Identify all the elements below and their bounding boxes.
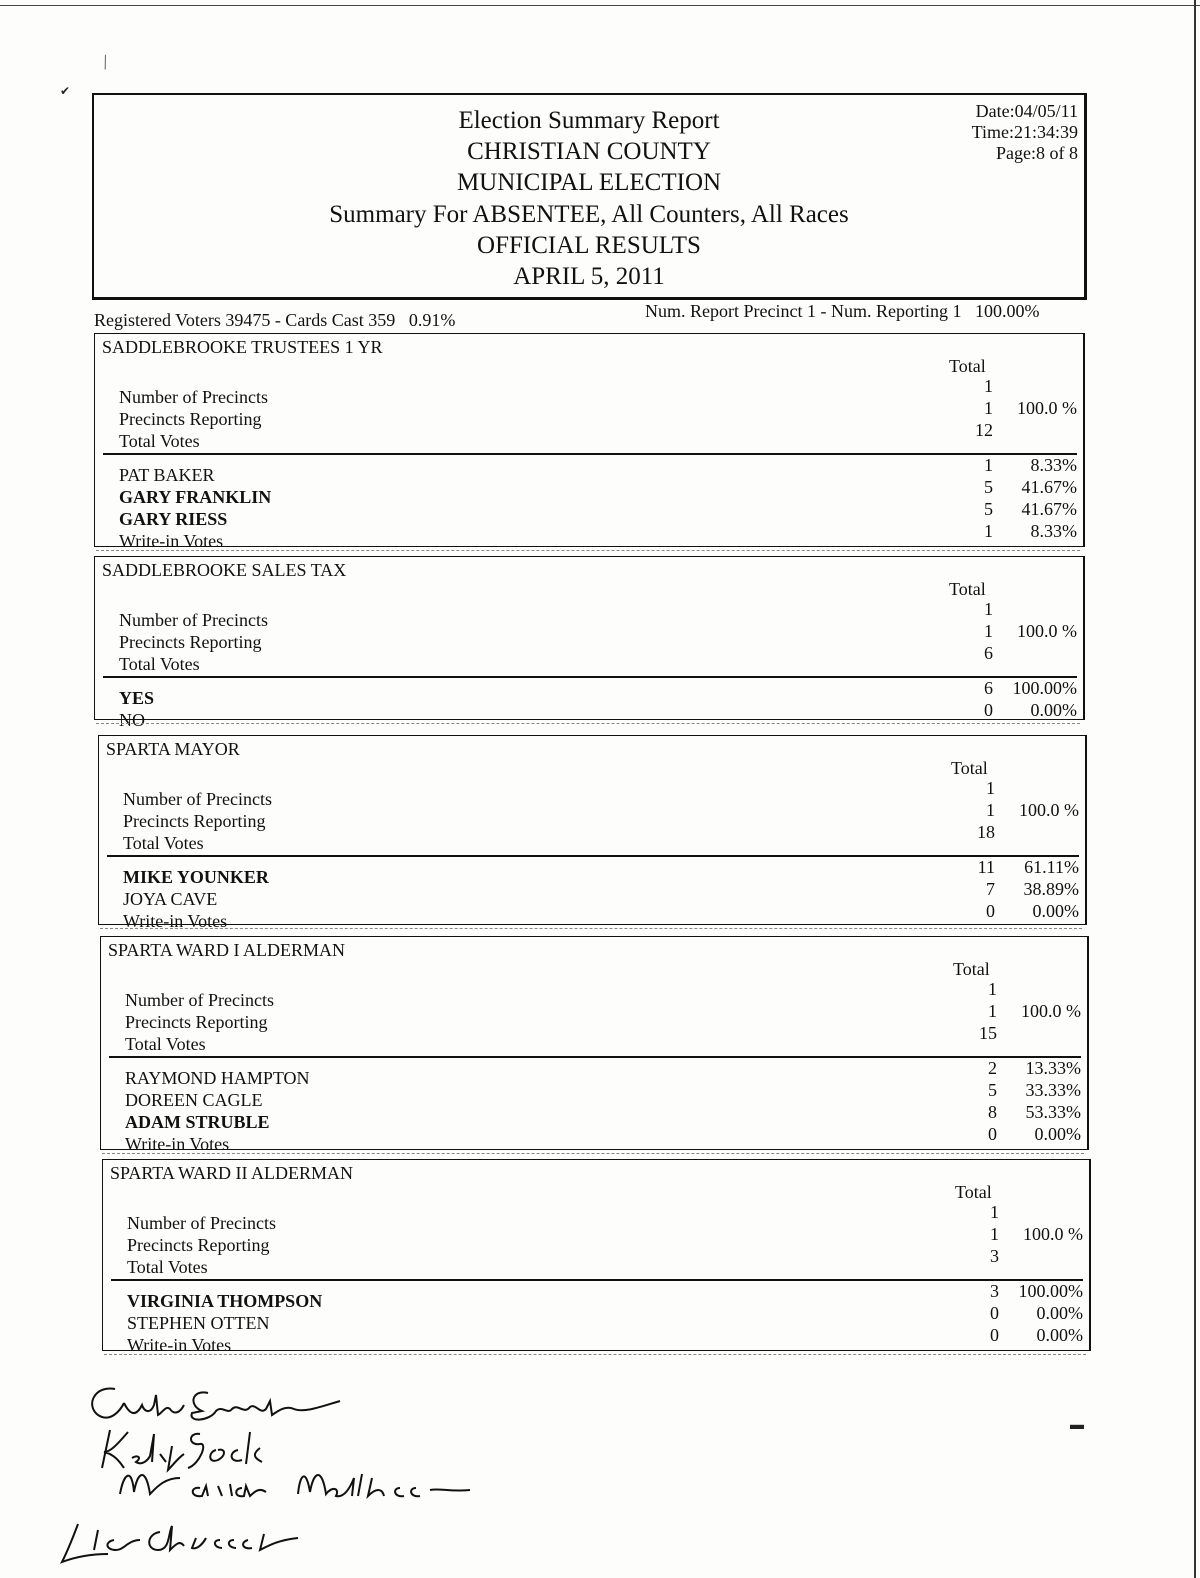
stat-value-row — [127, 1246, 1083, 1267]
candidate-result-row-percent: 41.67% — [1021, 477, 1077, 498]
candidate-result-row-percent: 53.33% — [1025, 1102, 1081, 1122]
stat-value-row — [123, 822, 1079, 843]
stat-value-row — [125, 1023, 1081, 1044]
candidate-result-row-percent: 0.00% — [1034, 1123, 1081, 1144]
stat-value-row-value: 1 — [990, 1223, 999, 1244]
stat-row-label: Precincts Reporting — [119, 631, 262, 652]
cards-cast-pct: 0.91% — [408, 310, 456, 330]
candidate-result-row — [125, 1102, 1081, 1123]
candidate-result-row-value: 11 — [977, 857, 995, 878]
stat-value-row-value: 1 — [986, 799, 995, 820]
stat-value-row-value: 1 — [984, 397, 993, 418]
total-column-header: Total — [953, 959, 990, 979]
stat-row-label: Number of Precincts — [119, 610, 268, 630]
candidate-result-row — [123, 901, 1079, 922]
stat-row-label: Number of Precincts — [125, 990, 274, 1010]
candidate-result-row-percent: 100.00% — [1012, 678, 1077, 699]
stat-value-row-value: 1 — [986, 778, 995, 798]
stat-value-row-percent: 100.0 % — [1017, 397, 1077, 418]
report-meta — [972, 101, 1078, 164]
signature-4 — [58, 1510, 318, 1570]
summary-scope: Summary For ABSENTEE, All Counters, All Races — [329, 200, 849, 228]
candidate-result-row-value: 5 — [988, 1080, 997, 1101]
stat-value-row-percent: 100.0 % — [1023, 1223, 1083, 1244]
section-dash-line — [104, 1354, 1086, 1355]
candidate-row-label: Write-in Votes — [119, 530, 224, 551]
stat-row-label: Total Votes — [125, 1033, 206, 1054]
stat-value-row — [119, 376, 1077, 397]
candidate-result-row-percent: 8.33% — [1030, 455, 1077, 476]
election-name: MUNICIPAL ELECTION — [456, 169, 722, 197]
race-title: SPARTA WARD II ALDERMAN — [110, 1163, 354, 1183]
stat-value-row-percent: 100.0 % — [1021, 1000, 1081, 1021]
registered-voters-line — [94, 310, 455, 331]
section-dash-line — [96, 723, 1080, 724]
candidate-result-row-value: 0 — [988, 1123, 997, 1144]
results-status: OFFICIAL RESULTS — [477, 231, 701, 259]
stat-row-label: Total Votes — [119, 653, 200, 674]
candidate-result-row-percent: 61.11% — [1024, 857, 1079, 878]
stat-row-label: Precincts Reporting — [127, 1234, 270, 1255]
page-right-edge — [1194, 0, 1196, 1578]
stat-value-row-value: 1 — [984, 599, 993, 619]
candidate-row-label: JOYA CAVE — [123, 889, 218, 910]
race-section — [94, 333, 1085, 551]
candidate-result-row-value: 8 — [988, 1102, 997, 1122]
stat-row-label: Number of Precincts — [123, 789, 272, 809]
stat-value-row-value: 1 — [990, 1202, 999, 1222]
candidate-result-row-percent: 0.00% — [1036, 1303, 1083, 1324]
section-dash-line — [96, 550, 1080, 551]
candidate-result-row — [127, 1303, 1083, 1324]
stat-value-row-value: 18 — [977, 821, 995, 842]
candidate-row-label: Write-in Votes — [123, 911, 228, 931]
candidate-result-row-percent: 33.33% — [1025, 1080, 1081, 1101]
total-column-header: Total — [951, 758, 988, 778]
report-header — [92, 93, 1087, 300]
stat-value-row-value: 1 — [984, 620, 993, 641]
total-column-header: Total — [949, 356, 986, 376]
signature-3 — [110, 1458, 490, 1508]
candidate-result-row-value: 2 — [988, 1058, 997, 1079]
candidate-result-row — [125, 1058, 1081, 1079]
candidate-result-row-value: 0 — [990, 1325, 999, 1345]
scan-mark: ✔ — [60, 84, 71, 98]
candidate-result-row-value: 0 — [984, 700, 993, 721]
stat-row-label: Precincts Reporting — [125, 1011, 268, 1032]
candidate-result-row-percent: 100.00% — [1018, 1281, 1083, 1302]
stat-row-label: Number of Precincts — [127, 1213, 276, 1233]
stat-value-row — [125, 979, 1081, 1000]
stat-value-row-value: 6 — [984, 642, 993, 663]
candidate-result-row — [119, 700, 1077, 721]
candidate-result-row — [127, 1325, 1083, 1346]
stat-row-label: Number of Precincts — [119, 387, 268, 407]
candidate-result-row-percent: 0.00% — [1036, 1325, 1083, 1345]
candidate-result-row — [119, 499, 1077, 520]
candidate-result-row — [125, 1124, 1081, 1145]
precinct-reporting-line — [645, 301, 1039, 322]
candidate-row-label: GARY FRANKLIN — [119, 487, 272, 508]
stat-value-row-value: 15 — [979, 1022, 997, 1043]
candidate-result-row-value: 6 — [984, 678, 993, 699]
stat-value-row-percent: 100.0 % — [1017, 620, 1077, 641]
candidate-row-label: STEPHEN OTTEN — [127, 1313, 270, 1334]
stat-value-row — [119, 398, 1077, 419]
county-name: CHRISTIAN COUNTY — [467, 138, 711, 166]
candidate-result-row-percent: 0.00% — [1032, 901, 1079, 921]
candidate-result-row — [119, 477, 1077, 498]
section-dash-line — [100, 928, 1082, 929]
race-section — [94, 556, 1085, 731]
report-time: Time:21:34:39 — [971, 122, 1078, 142]
stat-value-row-percent: 100.0 % — [1019, 799, 1079, 820]
candidate-result-row-value: 5 — [984, 477, 993, 498]
candidate-row-label: Write-in Votes — [125, 1133, 230, 1154]
race-section — [98, 735, 1087, 931]
total-column-header: Total — [955, 1182, 992, 1202]
stat-value-row — [127, 1224, 1083, 1245]
race-section — [100, 936, 1089, 1154]
stat-value-row — [119, 420, 1077, 441]
report-title: Election Summary Report — [458, 107, 720, 134]
total-column-header: Total — [949, 579, 986, 599]
candidate-result-row-percent: 41.67% — [1021, 499, 1077, 519]
candidate-result-row — [119, 521, 1077, 542]
candidate-row-label: NO — [119, 710, 145, 731]
precinct-reporting-pct: 100.00% — [974, 301, 1040, 321]
election-date: APRIL 5, 2011 — [513, 263, 665, 291]
candidate-result-row-percent: 13.33% — [1025, 1058, 1081, 1079]
report-title-block — [94, 105, 1084, 292]
race-title: SPARTA MAYOR — [106, 739, 240, 759]
stat-value-row — [123, 800, 1079, 821]
report-date: Date:04/05/11 — [975, 101, 1078, 121]
candidate-result-row — [125, 1080, 1081, 1101]
candidate-row-label: VIRGINIA THOMPSON — [127, 1291, 323, 1312]
section-dash-line — [102, 1153, 1084, 1154]
race-section — [102, 1159, 1091, 1355]
candidate-row-label: RAYMOND HAMPTON — [125, 1068, 310, 1089]
candidate-result-row — [119, 455, 1077, 476]
scan-mark: ⁄ — [98, 53, 113, 72]
stat-row-label: Precincts Reporting — [119, 408, 262, 429]
stat-row-label: Total Votes — [127, 1256, 208, 1277]
candidate-row-label: PAT BAKER — [119, 465, 215, 486]
stat-value-row-value: 1 — [988, 979, 997, 999]
stat-value-row-value: 1 — [984, 376, 993, 396]
stat-row-label: Total Votes — [119, 430, 200, 451]
precinct-reporting-text: Num. Report Precinct 1 - Num. Reporting 1 — [645, 301, 962, 321]
candidate-result-row-value: 1 — [984, 520, 993, 541]
stat-value-row-value: 3 — [990, 1245, 999, 1266]
candidate-result-row-value: 5 — [984, 499, 993, 519]
registered-voters-text: Registered Voters 39475 - Cards Cast 359 — [94, 310, 396, 330]
race-title: SPARTA WARD I ALDERMAN — [108, 940, 346, 960]
candidate-result-row-percent: 8.33% — [1030, 520, 1077, 541]
candidate-result-row-value: 3 — [990, 1281, 999, 1302]
candidate-result-row-value: 0 — [986, 901, 995, 921]
stat-value-row — [123, 778, 1079, 799]
stat-row-label: Total Votes — [123, 832, 204, 853]
scan-mark: ▬ — [1070, 1418, 1084, 1433]
candidate-row-label: MIKE YOUNKER — [123, 867, 269, 888]
stat-value-row — [125, 1001, 1081, 1022]
candidate-row-label: ADAM STRUBLE — [125, 1112, 270, 1132]
stat-value-row-value: 1 — [988, 1000, 997, 1021]
stat-value-row — [119, 643, 1077, 664]
candidate-result-row-value: 1 — [984, 455, 993, 476]
report-page: Page:8 of 8 — [996, 143, 1078, 163]
stat-row-label: Precincts Reporting — [123, 810, 266, 831]
candidate-result-row — [123, 879, 1079, 900]
candidate-result-row-percent: 0.00% — [1030, 700, 1077, 721]
candidate-result-row-value: 7 — [986, 879, 995, 900]
stat-value-row-value: 12 — [975, 419, 993, 440]
candidate-result-row-percent: 38.89% — [1023, 879, 1079, 900]
candidate-row-label: YES — [119, 688, 155, 709]
race-title: SADDLEBROOKE TRUSTEES 1 YR — [102, 337, 383, 357]
stat-value-row — [119, 599, 1077, 620]
candidate-row-label: Write-in Votes — [127, 1335, 232, 1355]
candidate-result-row — [127, 1281, 1083, 1302]
stat-value-row — [119, 621, 1077, 642]
page-top-edge — [0, 5, 1200, 6]
candidate-result-row-value: 0 — [990, 1303, 999, 1324]
race-title: SADDLEBROOKE SALES TAX — [102, 560, 347, 580]
candidate-row-label: GARY RIESS — [119, 509, 228, 529]
candidate-row-label: DOREEN CAGLE — [125, 1090, 263, 1111]
candidate-result-row — [123, 857, 1079, 878]
candidate-result-row — [119, 678, 1077, 699]
stat-value-row — [127, 1202, 1083, 1223]
